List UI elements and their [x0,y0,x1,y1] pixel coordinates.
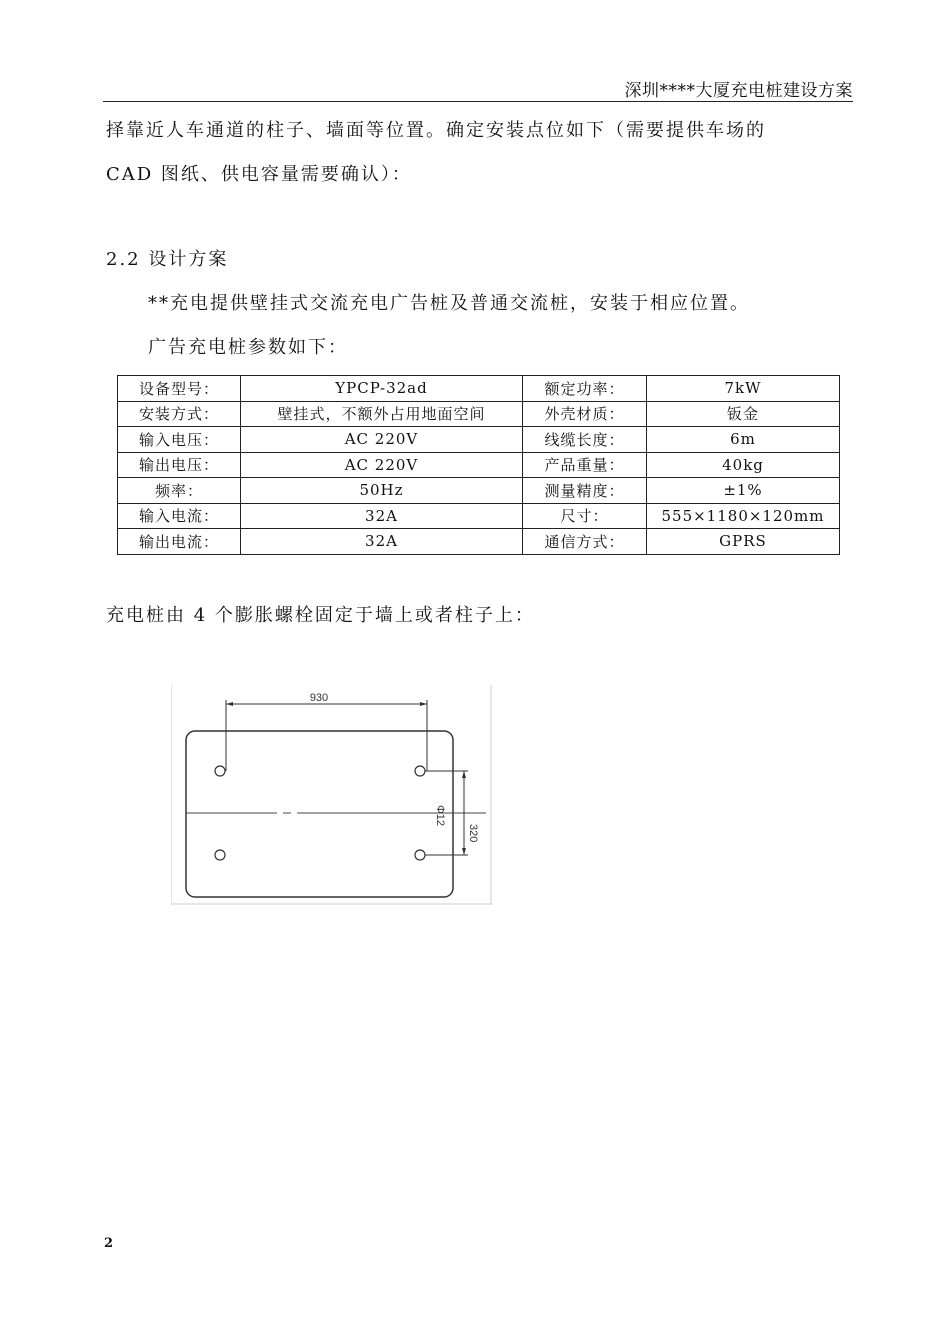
param-label-cell: 输出电流： [118,529,241,555]
hole-diameter-label: Φ12 [434,805,446,827]
body-text-line-2: CAD 图纸、供电容量需要确认）： [106,164,412,185]
param-value-cell: ±1% [647,478,840,504]
width-arrow-right [420,702,427,706]
table-row [118,529,840,555]
page-header-title: 深圳****大厦充电桩建设方案 [624,81,853,101]
parameters-table [117,375,840,555]
table-row [118,376,840,402]
body-text-line-1: 择靠近人车通道的柱子、墙面等位置。确定安装点位如下（需要提供车场的 [106,120,766,141]
param-value-cell: AC 220V [241,452,523,478]
width-arrow-left [226,702,233,706]
param-value-cell: GPRS [647,529,840,555]
mounting-hole-top-right [415,766,425,776]
intro-paragraph: **充电提供壁挂式交流充电广告桩及普通交流桩，安装于相应位置。 [148,293,750,314]
mounting-hole-bottom-right [415,850,425,860]
mounting-diagram [171,685,492,905]
param-value-cell: AC 220V [241,427,523,453]
table-row [118,452,840,478]
width-label: 930 [309,692,329,704]
param-value-cell: 32A [241,529,523,555]
param-label-cell: 外壳材质： [523,401,647,427]
param-value-cell: 32A [241,503,523,529]
param-label-cell: 输入电流： [118,503,241,529]
table-row [118,401,840,427]
param-label-cell: 额定功率： [523,376,647,402]
param-value-cell: 钣金 [647,401,840,427]
mounting-diagram-svg [171,685,492,905]
mounting-text: 充电桩由 4 个膨胀螺栓固定于墙上或者柱子上： [106,605,535,626]
param-value-cell: 7kW [647,376,840,402]
param-label-cell: 产品重量： [523,452,647,478]
param-value-cell: 40kg [647,452,840,478]
height-arrow-bottom [462,848,466,855]
params-caption: 广告充电桩参数如下： [148,337,348,358]
table-row [118,478,840,504]
param-label-cell: 安装方式： [118,401,241,427]
page-number: 2 [104,1236,114,1251]
height-label: 320 [467,824,479,843]
param-label-cell: 设备型号： [118,376,241,402]
mounting-hole-top-left [215,766,225,776]
param-label-cell: 输入电压： [118,427,241,453]
param-value-cell: YPCP-32ad [241,376,523,402]
mounting-hole-bottom-left [215,850,225,860]
param-label-cell: 输出电压： [118,452,241,478]
param-value-cell: 6m [647,427,840,453]
param-label-cell: 测量精度： [523,478,647,504]
section-heading: 2.2 设计方案 [106,249,229,270]
param-label-cell: 通信方式： [523,529,647,555]
height-arrow-top [462,771,466,778]
param-label-cell: 线缆长度： [523,427,647,453]
param-value-cell: 壁挂式，不额外占用地面空间 [241,401,523,427]
table-row [118,427,840,453]
header-rule [103,101,853,102]
param-label-cell: 尺寸： [523,503,647,529]
param-value-cell: 555×1180×120mm [647,503,840,529]
table-row [118,503,840,529]
param-label-cell: 频率： [118,478,241,504]
param-value-cell: 50Hz [241,478,523,504]
